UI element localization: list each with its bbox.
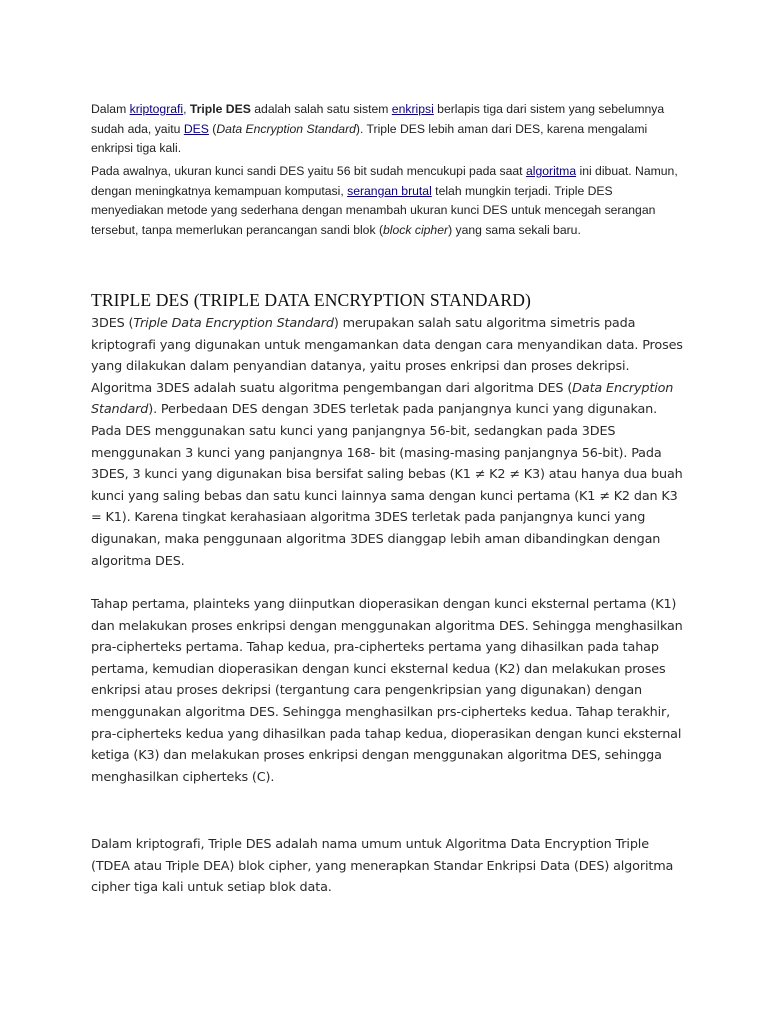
link-enkripsi[interactable]: enkripsi bbox=[391, 102, 434, 116]
text-run: adalah salah satu sistem bbox=[250, 102, 392, 116]
italic-term: Triple Data Encryption Standard bbox=[133, 316, 334, 331]
link-algoritma[interactable]: algoritma bbox=[525, 164, 577, 178]
text-run: ). Perbedaan DES dengan 3DES terletak pada panjangnya kunci yang digunakan. Pada DES menggunakan satu kunci yang panjangnya 56-bit, sedangkan pada 3DES menggunakan 3 kunci yang panjangnya 168- bit (masing-masing panjangnya 56-bit). Pada 3DES, 3 kunci yang digunakan bisa bersifat saling bebas (K1 ≠ K2 ≠ K3) atau hanya dua buah kunci yang saling bebas dan satu kunci lainnya sama dengan kunci pertama (K1 ≠ K2 dan K3 = K1). Karena tingkat kerahasiaan algoritma 3DES terletak pada panjangnya kunci yang digunakan, maka penggunaan algoritma 3DES dianggap lebih aman dibandingkan dengan algoritma DES. bbox=[91, 402, 683, 569]
text-run: ( bbox=[208, 121, 217, 136]
italic-term: Data Encryption Standard bbox=[216, 121, 356, 136]
text-run: ) merupakan salah satu algoritma simetris pada kriptografi yang digunakan untuk mengamankan data dengan cara menyandikan data. Proses yang dilakukan dalam penyandian datanya, yaitu proses enkripsi dan proses dekripsi. Algoritma 3DES adalah suatu algoritma pengembangan dari algoritma DES ( bbox=[91, 316, 683, 396]
body-paragraph-2: Tahap pertama, plainteks yang diinputkan dioperasikan dengan kunci eksternal pertama (K1) dan melakukan proses enkripsi dengan menggunakan algoritma DES. Sehingga menghasilkan pra-cipherteks pertama. Tahap kedua, pra-cipherteks pertama yang dihasilkan pada tahap pertama, kemudian dioperasikan dengan kunci eksternal kedua (K2) dan melakukan proses enkripsi atau proses dekripsi (tergantung cara pengenkripsian yang digunakan) dengan menggunakan algoritma DES. Sehingga menghasilkan prs-cipherteks kedua. Tahap terakhir, pra-cipherteks kedua yang dihasilkan pada tahap kedua, dioperasikan dengan kunci eksternal ketiga (K3) dan melakukan proses enkripsi dengan menggunakan algoritma DES, sehingga menghasilkan cipherteks (C). bbox=[91, 597, 683, 785]
link-kriptografi[interactable]: kriptografi bbox=[129, 102, 184, 116]
text-run: ). Triple DES lebih aman dari DES, karena mengalami enkripsi tiga kali. bbox=[91, 121, 648, 155]
text-run: Pada awalnya, ukuran kunci sandi DES yaitu 56 bit sudah mencukupi pada saat bbox=[91, 164, 526, 178]
text-run: berlapis tiga dari sistem yang sebelumnya sudah ada, yaitu bbox=[91, 102, 665, 136]
italic-term: block cipher bbox=[383, 222, 449, 237]
link-serangan-brutal[interactable]: serangan brutal bbox=[347, 183, 432, 198]
text-run: ini dibuat. Namun, dengan meningkatnya kemampuan komputasi, bbox=[91, 164, 678, 198]
bold-term-triple-des: Triple DES bbox=[189, 102, 251, 116]
section-heading: TRIPLE DES (TRIPLE DATA ENCRYPTION STANDARD) bbox=[91, 290, 531, 310]
link-des[interactable]: DES bbox=[183, 121, 209, 136]
intro-paragraph-1 bbox=[91, 100, 681, 159]
text-run: ) yang sama sekali baru. bbox=[448, 222, 581, 237]
text-run: 3DES ( bbox=[91, 316, 134, 331]
text-run: , bbox=[183, 102, 190, 116]
text-run: telah mungkin terjadi. Triple DES menyediakan metode yang sederhana dengan menambah ukuran kunci DES untuk mencegah serangan tersebut, tanpa memerlukan perancangan sandi blok ( bbox=[91, 183, 656, 237]
body-paragraph-1 bbox=[91, 313, 686, 572]
body-paragraph-3: Dalam kriptografi, Triple DES adalah nama umum untuk Algoritma Data Encryption Triple (TDEA atau Triple DEA) blok cipher, yang menerapkan Standar Enkripsi Data (DES) algoritma cipher tiga kali untuk setiap blok data. bbox=[91, 837, 674, 896]
text-run: Dalam bbox=[91, 102, 130, 116]
italic-term: Data Encryption Standard bbox=[91, 380, 674, 418]
intro-paragraph-2 bbox=[91, 162, 681, 240]
